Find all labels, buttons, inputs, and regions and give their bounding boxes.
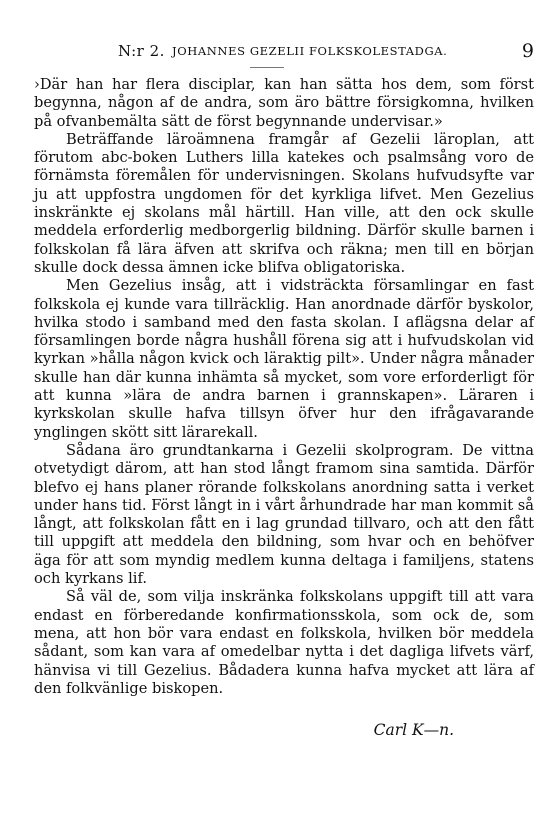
paragraph-conclusion: Så väl de, som vilja inskränka folkskolans uppgift till att vara endast en förberedande konfirmationsskola, som ock de, som mena, att hon bör vara endast en folkskola, hvilken bör meddela sådant, som kan vara af omedelbar nytta i det dagliga lifvets värf, hänvisa vi till Gezelius. Bådadera kunna hafva mycket att lära af den folkvänlige biskopen. (34, 588, 534, 697)
running-title: JOHANNES GEZELII FOLKSKOLESTADGA. (172, 44, 448, 58)
author-signature: Carl K—n. (373, 721, 454, 739)
paragraph-principles: Sådana äro grundtankarna i Gezelii skolprogram. De vittna otvetydigt därom, att han stod långt framom sina samtida. Därför blefvo ej hans planer rörande folkskolans anordning satta i verket under hans tid. Först långt in i vårt århundrade har man kommit så långt, att folkskolan fått en i lag grundad tillvaro, och att den fått till uppgift att meddela den bildning, som hvar och en behöfver äga för att som myndig medlem kunna deltaga i familjens, statens och kyrkans lif. (34, 441, 534, 588)
paragraph-quote-end: ›Där han har flera disciplar, kan han sätta hos dem, som först begynna, någon af de andra, som äro bättre försigkomna, hvilken på ofvanbemälta sätt de först begynnande undervisar.» (34, 76, 534, 130)
paragraph-village-schools: Men Gezelius insåg, att i vidsträckta församlingar en fast folkskola ej kunde vara tillräcklig. Han anordnade därför byskolor, hvilka stodo i samband med den fasta skolan. I aflägsna delar af församlingen borde några hushåll förena sig att i hufvudskolan vid kyrkan »hålla någon kvick och läraktig pilt». Under några månader skulle han där kunna inhämta så mycket, som vore erforderligt för att kunna »lära de andra barnen i grannskapen». Läraren i kyrkskolan skulle hafva tillsyn öfver hur den ifrågavarande ynglingen skött sitt lärarekall. (34, 277, 534, 441)
running-head (34, 42, 534, 64)
article-body (34, 76, 534, 698)
header-rule (250, 67, 284, 68)
paragraph-subjects: Beträffande läroämnena framgår af Gezelii läroplan, att förutom abc-boken Luthers lilla katekes och psalmsång voro de förnämsta föremålen för undervisningen. Skolans hufvudsyfte var ju att uppfostra ungdomen för det kyrkliga lifvet. Men Gezelius inskränkte ej skolans mål härtill. Han ville, att den ock skulle meddela erforderlig medborgerlig bildning. Därför skulle barnen i folkskolan få lära äfven att skrifva och räkna; men till en början skulle dock dessa ämnen icke blifva obligatoriska. (34, 130, 534, 276)
issue-number: N:r 2. (118, 42, 165, 60)
page-number: 9 (521, 40, 534, 62)
page (34, 0, 534, 819)
